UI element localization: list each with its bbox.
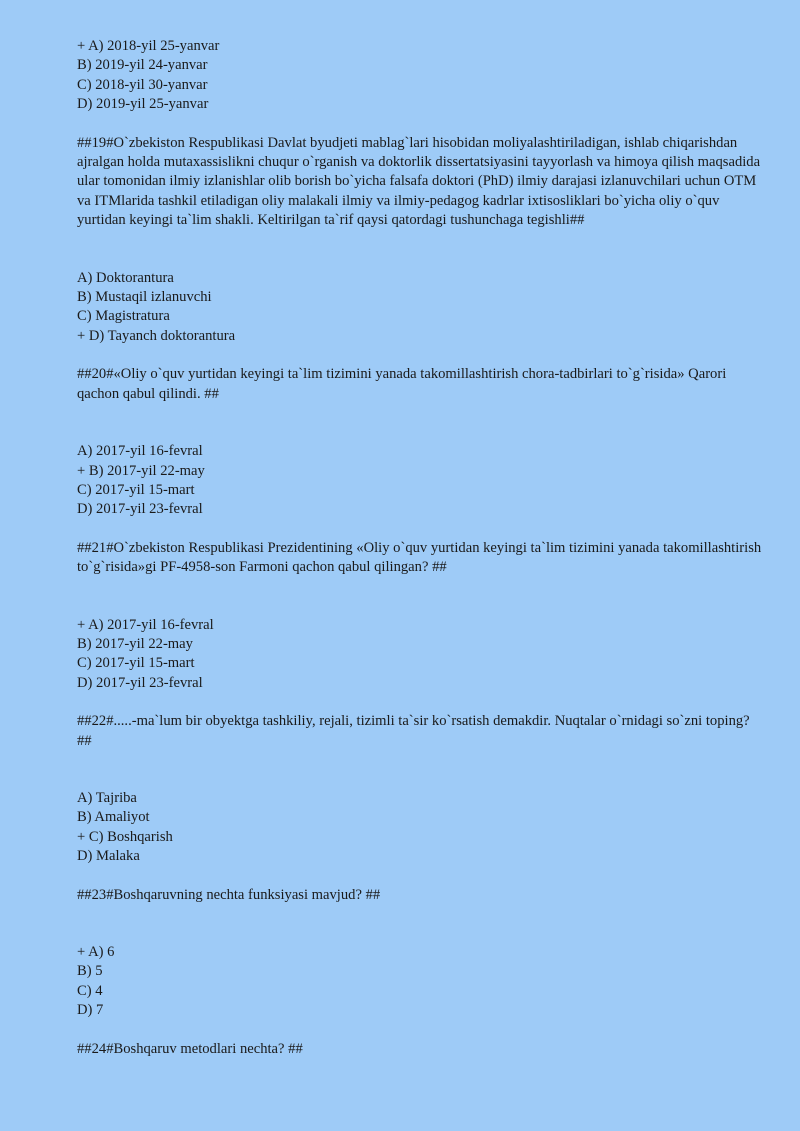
answer-option: A) Tajriba: [77, 789, 137, 806]
question-text: ##23#Boshqaruvning nechta funksiyasi mavjud? ##: [77, 886, 381, 903]
answer-option: D) 2017-yil 23-fevral: [77, 674, 203, 691]
question-text: ##20#«Oliy o`quv yurtidan keyingi ta`lim tizimini yanada takomillashtirish chora-tadbirlari to`g`risida» Qarori qachon qabul qilindi. ##: [77, 366, 727, 402]
answer-option: D) 7: [77, 1002, 104, 1019]
question-block: [77, 37, 767, 115]
answer-option: + A) 6: [77, 944, 115, 960]
answer-option: + C) Boshqarish: [77, 828, 173, 845]
answer-option: A) Doktorantura: [77, 269, 174, 286]
question-text: ##22#.....-ma`lum bir obyektga tashkiliy, rejali, tizimli ta`sir ko`rsatish demakdir. Nuqtalar o`rnidagi so`zni toping? ##: [77, 713, 750, 749]
answer-option: + D) Tayanch doktorantura: [77, 327, 236, 344]
answer-option: B) 2017-yil 22-may: [77, 635, 193, 652]
answer-option: D) Malaka: [77, 848, 140, 865]
question-block: [77, 1040, 767, 1059]
question-block: [77, 134, 767, 347]
answer-option: C) 4: [77, 982, 103, 999]
answer-option: + A) 2018-yil 25-yanvar: [77, 38, 220, 54]
answer-option: C) 2017-yil 15-mart: [77, 481, 195, 498]
question-block: [77, 539, 767, 693]
question-text: ##24#Boshqaruv metodlari nechta? ##: [77, 1040, 303, 1057]
question-text: ##19#O`zbekiston Respublikasi Davlat byudjeti mablag`lari hisobidan moliyalashtiriladigan, ishlab chiqarishdan ajralgan holda mutaxassislikni chuqur o`rganish va doktorlik dissertatsiyasini tayyorlash va himoya qilish maqsadida ular tomonidan ilmiy izlanishlar olib borish bo`yicha falsafa doktori (PhD) ilmiy darajasi izlanuvchilari uchun OTM va ITMlarida tashkil etiladigan oliy malakali ilmiy va ilmiy-pedagog kadrlar ixtisosliklari bo`yicha oliy o`quv yurtidan keyingi ta`lim shakli. Keltirilgan ta`rif qaysi qatordagi tushunchaga tegishli##: [77, 134, 761, 229]
question-block: [77, 365, 767, 519]
answer-option: A) 2017-yil 16-fevral: [77, 443, 203, 460]
answer-option: C) Magistratura: [77, 308, 170, 325]
answer-option: B) 2019-yil 24-yanvar: [77, 57, 208, 74]
answer-option: B) Mustaqil izlanuvchi: [77, 289, 212, 306]
answer-option: D) 2019-yil 25-yanvar: [77, 96, 209, 113]
document-page: [77, 37, 767, 1059]
answer-option: + A) 2017-yil 16-fevral: [77, 616, 214, 633]
answer-option: C) 2018-yil 30-yanvar: [77, 76, 208, 93]
answer-option: + B) 2017-yil 22-may: [77, 462, 205, 479]
question-block: [77, 886, 767, 1021]
question-block: [77, 712, 767, 866]
answer-option: B) Amaliyot: [77, 809, 150, 826]
answer-option: D) 2017-yil 23-fevral: [77, 501, 203, 518]
question-text: ##21#O`zbekiston Respublikasi Prezidentining «Oliy o`quv yurtidan keyingi ta`lim tizimini yanada takomillashtirish to`g`risida»gi PF-4958-son Farmoni qachon qabul qilingan? ##: [77, 539, 762, 576]
answer-option: B) 5: [77, 963, 103, 980]
answer-option: C) 2017-yil 15-mart: [77, 655, 195, 672]
